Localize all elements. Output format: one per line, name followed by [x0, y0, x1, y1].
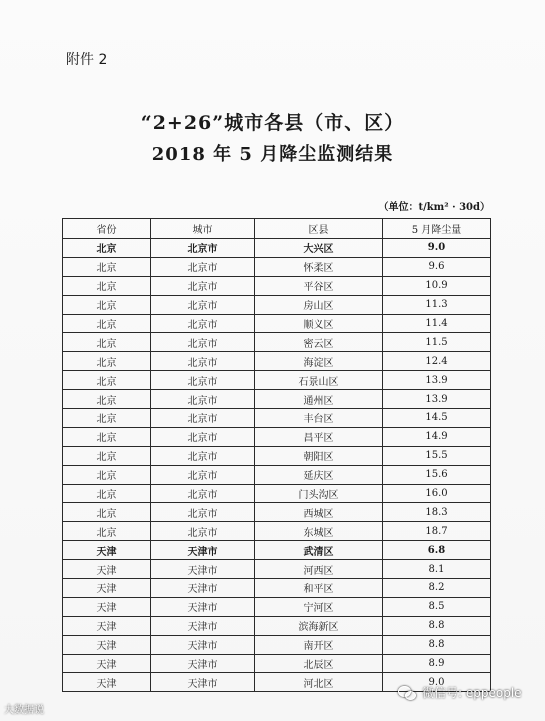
cell-city: 天津市	[151, 635, 255, 654]
cell-dustfall: 11.3	[383, 295, 491, 314]
cell-province: 天津	[63, 635, 151, 654]
cell-district: 顺义区	[255, 314, 383, 333]
table-row	[63, 541, 491, 560]
cell-province: 北京	[63, 352, 151, 371]
cell-dustfall: 14.5	[383, 409, 491, 428]
cell-province: 天津	[63, 616, 151, 635]
cell-province: 北京	[63, 522, 151, 541]
cell-district: 大兴区	[255, 239, 383, 258]
cell-province: 北京	[63, 276, 151, 295]
column-header-dustfall: 5 月降尘量	[383, 219, 491, 239]
cell-dustfall: 10.9	[383, 276, 491, 295]
cell-city: 北京市	[151, 257, 255, 276]
cell-dustfall: 6.8	[383, 541, 491, 560]
cell-city: 北京市	[151, 352, 255, 371]
cell-dustfall: 18.7	[383, 522, 491, 541]
table-row	[63, 560, 491, 579]
table-row	[63, 371, 491, 390]
cell-province: 北京	[63, 333, 151, 352]
cell-city: 北京市	[151, 522, 255, 541]
cell-city: 北京市	[151, 409, 255, 428]
attachment-label: 附件 2	[66, 52, 108, 68]
table-row	[63, 597, 491, 616]
cell-district: 房山区	[255, 295, 383, 314]
cell-city: 天津市	[151, 654, 255, 673]
table-row	[63, 446, 491, 465]
watermark-right	[398, 684, 522, 701]
cell-dustfall: 13.9	[383, 390, 491, 409]
cell-province: 天津	[63, 560, 151, 579]
cell-dustfall: 9.6	[383, 257, 491, 276]
cell-city: 北京市	[151, 239, 255, 258]
cell-province: 北京	[63, 314, 151, 333]
table-header-row	[63, 219, 491, 239]
table-row	[63, 295, 491, 314]
cell-city: 北京市	[151, 371, 255, 390]
column-header-province: 省份	[63, 219, 151, 239]
table-row	[63, 314, 491, 333]
cell-dustfall: 8.5	[383, 597, 491, 616]
cell-district: 北辰区	[255, 654, 383, 673]
cell-province: 北京	[63, 371, 151, 390]
table-row	[63, 239, 491, 258]
cell-dustfall: 8.1	[383, 560, 491, 579]
document-subtitle: 2018 年 5 月降尘监测结果	[151, 144, 394, 165]
cell-district: 东城区	[255, 522, 383, 541]
cell-district: 怀柔区	[255, 257, 383, 276]
cell-district: 石景山区	[255, 371, 383, 390]
table-row	[63, 654, 491, 673]
cell-dustfall: 15.6	[383, 465, 491, 484]
cell-dustfall: 8.8	[383, 616, 491, 635]
table-row	[63, 484, 491, 503]
table-row	[63, 352, 491, 371]
cell-city: 北京市	[151, 503, 255, 522]
cell-dustfall: 8.9	[383, 654, 491, 673]
cell-city: 北京市	[151, 390, 255, 409]
cell-province: 北京	[63, 427, 151, 446]
cell-district: 武清区	[255, 541, 383, 560]
column-header-city: 城市	[151, 219, 255, 239]
cell-province: 北京	[63, 239, 151, 258]
cell-district: 通州区	[255, 390, 383, 409]
cell-district: 丰台区	[255, 409, 383, 428]
cell-city: 天津市	[151, 541, 255, 560]
cell-province: 天津	[63, 654, 151, 673]
table-row	[63, 579, 491, 598]
cell-district: 海淀区	[255, 352, 383, 371]
cell-district: 河西区	[255, 560, 383, 579]
table-row	[63, 522, 491, 541]
cell-province: 天津	[63, 673, 151, 692]
cell-dustfall: 8.2	[383, 579, 491, 598]
cell-dustfall: 12.4	[383, 352, 491, 371]
table-row	[63, 409, 491, 428]
unit-label: （单位：t/km² · 30d）	[378, 202, 490, 213]
cell-province: 北京	[63, 295, 151, 314]
cell-dustfall: 11.5	[383, 333, 491, 352]
cell-dustfall: 9.0	[383, 673, 491, 692]
cell-province: 北京	[63, 465, 151, 484]
wechat-icon	[398, 686, 416, 700]
cell-city: 北京市	[151, 314, 255, 333]
cell-dustfall: 16.0	[383, 484, 491, 503]
cell-dustfall: 13.9	[383, 371, 491, 390]
cell-province: 北京	[63, 503, 151, 522]
cell-city: 天津市	[151, 616, 255, 635]
cell-province: 北京	[63, 409, 151, 428]
cell-district: 平谷区	[255, 276, 383, 295]
cell-district: 滨海新区	[255, 616, 383, 635]
cell-province: 北京	[63, 446, 151, 465]
cell-province: 天津	[63, 541, 151, 560]
cell-province: 北京	[63, 257, 151, 276]
cell-dustfall: 18.3	[383, 503, 491, 522]
cell-city: 天津市	[151, 560, 255, 579]
column-header-district: 区县	[255, 219, 383, 239]
cell-city: 北京市	[151, 295, 255, 314]
table-row	[63, 333, 491, 352]
table-row	[63, 616, 491, 635]
cell-city: 北京市	[151, 333, 255, 352]
cell-district: 延庆区	[255, 465, 383, 484]
cell-province: 北京	[63, 484, 151, 503]
table-row	[63, 427, 491, 446]
cell-district: 朝阳区	[255, 446, 383, 465]
cell-province: 天津	[63, 597, 151, 616]
cell-city: 北京市	[151, 276, 255, 295]
table-row	[63, 503, 491, 522]
table-row	[63, 390, 491, 409]
cell-dustfall: 9.0	[383, 239, 491, 258]
table-row	[63, 635, 491, 654]
cell-province: 天津	[63, 579, 151, 598]
cell-city: 天津市	[151, 597, 255, 616]
cell-city: 北京市	[151, 427, 255, 446]
cell-city: 天津市	[151, 673, 255, 692]
table-row	[63, 465, 491, 484]
watermark-left: 大数据说	[4, 705, 44, 716]
cell-district: 南开区	[255, 635, 383, 654]
cell-city: 天津市	[151, 579, 255, 598]
table-body	[63, 239, 491, 692]
cell-district: 和平区	[255, 579, 383, 598]
results-table	[62, 218, 491, 692]
cell-dustfall: 11.4	[383, 314, 491, 333]
table-row	[63, 276, 491, 295]
watermark-right-text: 微信号: eppeople	[422, 686, 522, 700]
cell-city: 北京市	[151, 484, 255, 503]
cell-district: 密云区	[255, 333, 383, 352]
cell-dustfall: 14.9	[383, 427, 491, 446]
cell-dustfall: 8.8	[383, 635, 491, 654]
cell-district: 昌平区	[255, 427, 383, 446]
cell-city: 北京市	[151, 446, 255, 465]
document-title: “2+26”城市各县（市、区）	[140, 112, 405, 134]
cell-district: 门头沟区	[255, 484, 383, 503]
cell-district: 西城区	[255, 503, 383, 522]
cell-province: 北京	[63, 390, 151, 409]
cell-district: 河北区	[255, 673, 383, 692]
cell-city: 北京市	[151, 465, 255, 484]
cell-district: 宁河区	[255, 597, 383, 616]
table-row	[63, 257, 491, 276]
cell-dustfall: 15.5	[383, 446, 491, 465]
